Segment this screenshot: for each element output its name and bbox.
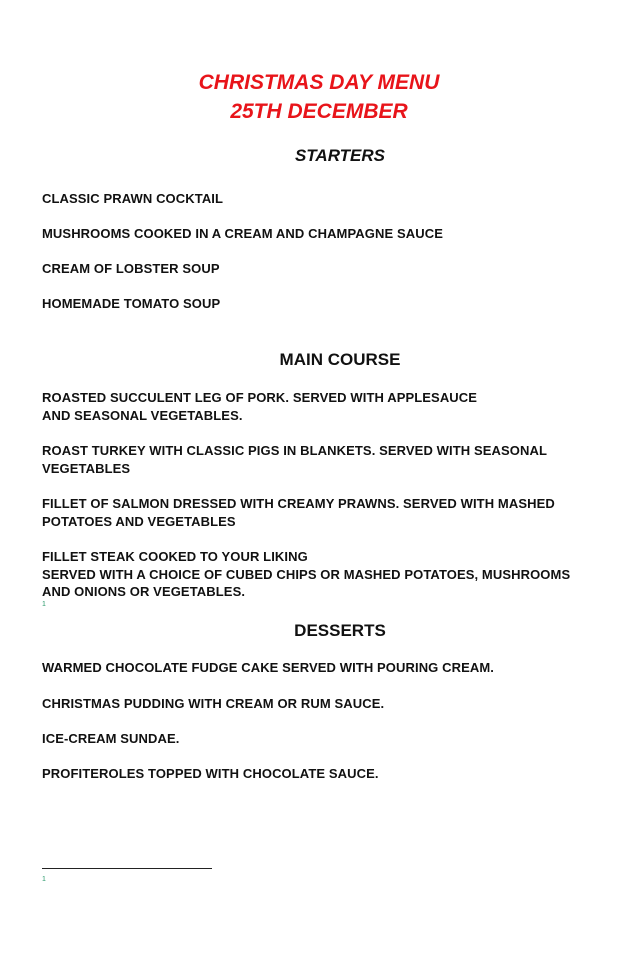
footnote-divider (42, 868, 212, 869)
main-course-item: FILLET OF SALMON DRESSED WITH CREAMY PRAWNS. SERVED WITH MASHED POTATOES AND VEGETABLES (42, 496, 555, 529)
menu-title-line1: CHRISTMAS DAY MENU (198, 71, 440, 94)
main-course-item: FILLET STEAK COOKED TO YOUR LIKING SERVED WITH A CHOICE OF CUBED CHIPS OR MASHED POTATOES, MUSHROOMS AND ONIONS OR VEGETABLES. (42, 549, 571, 599)
main-course-heading: MAIN COURSE (279, 350, 401, 369)
dessert-item: ICE-CREAM SUNDAE. (42, 731, 180, 746)
menu-title (0, 68, 638, 126)
starter-item: HOMEMADE TOMATO SOUP (42, 296, 221, 311)
starter-item: CLASSIC PRAWN COCKTAIL (42, 191, 224, 206)
starters-heading: STARTERS (294, 146, 386, 165)
menu-title-line2: 25TH DECEMBER (230, 100, 408, 123)
desserts-heading: DESSERTS (294, 621, 386, 640)
dessert-item: CHRISTMAS PUDDING WITH CREAM OR RUM SAUCE. (42, 696, 385, 711)
starter-item: CREAM OF LOBSTER SOUP (42, 261, 220, 276)
dessert-item: PROFITEROLES TOPPED WITH CHOCOLATE SAUCE. (42, 766, 379, 781)
dessert-item: WARMED CHOCOLATE FUDGE CAKE SERVED WITH POURING CREAM. (42, 660, 494, 675)
main-course-item: ROAST TURKEY WITH CLASSIC PIGS IN BLANKETS. SERVED WITH SEASONAL VEGETABLES (42, 443, 548, 476)
footnote-marker: 1 (42, 876, 46, 883)
footnote-reference-mark: 1 (42, 601, 46, 608)
starter-item: MUSHROOMS COOKED IN A CREAM AND CHAMPAGNE SAUCE (42, 226, 443, 241)
main-course-item: ROASTED SUCCULENT LEG OF PORK. SERVED WITH APPLESAUCE AND SEASONAL VEGETABLES. (42, 390, 478, 423)
